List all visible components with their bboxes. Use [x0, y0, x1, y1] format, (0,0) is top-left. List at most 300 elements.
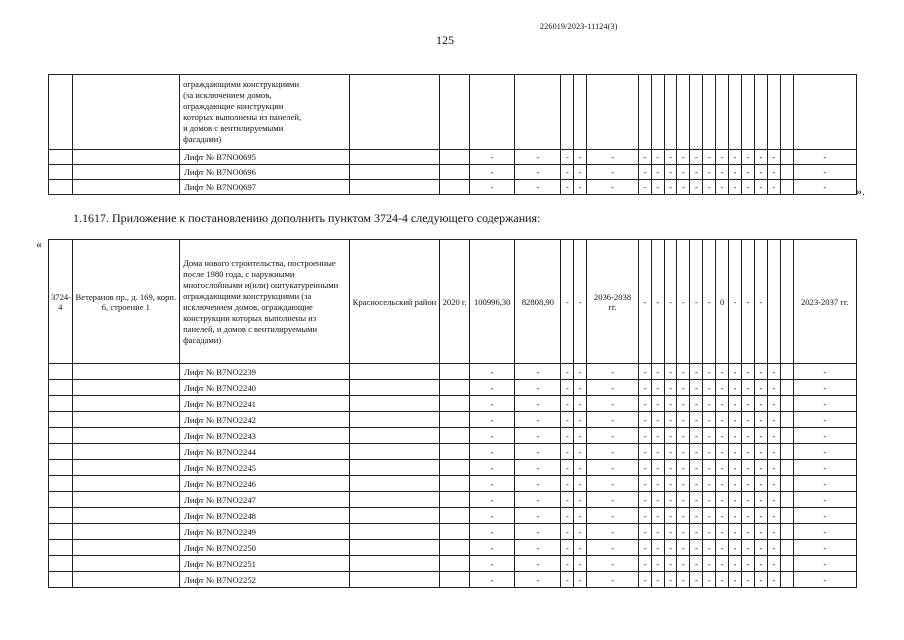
dash-cell: -: [470, 508, 515, 524]
lift-label: Лифт № B7NO2246: [180, 476, 350, 492]
empty-cell: [780, 380, 793, 396]
dash-cell: -: [651, 476, 664, 492]
dash-cell: -: [703, 556, 716, 572]
dash-cell: -: [561, 524, 574, 540]
dash-cell: -: [574, 572, 587, 588]
dash-cell: -: [729, 476, 742, 492]
dash-cell: -: [574, 524, 587, 540]
dash-cell: -: [574, 396, 587, 412]
dash-cell: -: [690, 428, 703, 444]
dash-cell: -: [561, 444, 574, 460]
dash-cell: -: [677, 508, 690, 524]
lift-row: [49, 396, 857, 412]
empty-cell: [780, 180, 793, 195]
dash-cell: -: [703, 396, 716, 412]
dash-cell: -: [574, 150, 587, 165]
dash-cell: -: [587, 396, 639, 412]
dash-cell: -: [690, 150, 703, 165]
empty-cell: [574, 75, 587, 150]
dash-cell: -: [651, 524, 664, 540]
empty-cell: [49, 524, 73, 540]
dash-cell: -: [716, 380, 729, 396]
dash-cell: -: [793, 364, 857, 380]
dash-cell: -: [703, 492, 716, 508]
dash-cell: -: [690, 180, 703, 195]
dash-cell: -: [690, 524, 703, 540]
lift-row: [49, 540, 857, 556]
year-cell: 2020 г.: [440, 240, 470, 364]
dash-cell: -: [651, 492, 664, 508]
empty-cell: [780, 165, 793, 180]
dash-cell: -: [793, 556, 857, 572]
dash-cell: -: [703, 240, 716, 364]
empty-cell: [349, 380, 439, 396]
dash-cell: -: [561, 460, 574, 476]
empty-cell: [780, 556, 793, 572]
dash-cell: -: [677, 428, 690, 444]
empty-cell: [72, 508, 179, 524]
empty-cell: [767, 240, 780, 364]
empty-cell: [780, 444, 793, 460]
dash-cell: -: [470, 364, 515, 380]
empty-cell: [349, 508, 439, 524]
dash-cell: -: [638, 150, 651, 165]
dash-cell: -: [754, 180, 767, 195]
dash-cell: -: [677, 556, 690, 572]
empty-cell: [729, 75, 742, 150]
empty-cell: [440, 165, 470, 180]
dash-cell: -: [767, 380, 780, 396]
dash-cell: -: [470, 428, 515, 444]
dash-cell: -: [767, 476, 780, 492]
dash-cell: -: [587, 150, 639, 165]
empty-cell: [49, 380, 73, 396]
dash-cell: -: [690, 540, 703, 556]
description-line: которых выполнены из панелей,: [183, 112, 302, 122]
dash-cell: -: [470, 380, 515, 396]
dash-cell: -: [716, 556, 729, 572]
dash-cell: -: [754, 150, 767, 165]
dash-cell: -: [574, 556, 587, 572]
dash-cell: -: [651, 412, 664, 428]
dash-cell: -: [729, 412, 742, 428]
dash-cell: -: [729, 380, 742, 396]
dash-cell: -: [754, 572, 767, 588]
dash-cell: -: [651, 460, 664, 476]
empty-cell: [349, 476, 439, 492]
dash-cell: -: [561, 364, 574, 380]
description-line: ограждающие конструкции: [183, 101, 284, 111]
empty-cell: [780, 428, 793, 444]
dash-cell: -: [703, 150, 716, 165]
dash-cell: -: [470, 180, 515, 195]
document-id: 226019/2023-11124(3): [540, 22, 618, 31]
dash-cell: -: [690, 556, 703, 572]
dash-cell: -: [638, 165, 651, 180]
dash-cell: -: [703, 524, 716, 540]
dash-cell: -: [587, 476, 639, 492]
dash-cell: -: [651, 556, 664, 572]
lift-row: [49, 444, 857, 460]
dash-cell: -: [754, 364, 767, 380]
dash-cell: -: [729, 364, 742, 380]
empty-cell: [72, 492, 179, 508]
dash-cell: -: [754, 428, 767, 444]
dash-cell: -: [638, 444, 651, 460]
empty-cell: [349, 412, 439, 428]
empty-cell: [703, 75, 716, 150]
empty-cell: [349, 396, 439, 412]
dash-cell: -: [515, 180, 561, 195]
dash-cell: -: [470, 540, 515, 556]
dash-cell: -: [515, 396, 561, 412]
dash-cell: -: [677, 380, 690, 396]
dash-cell: -: [754, 476, 767, 492]
dash-cell: -: [651, 165, 664, 180]
dash-cell: -: [793, 492, 857, 508]
row-number: 3724-4: [49, 240, 73, 364]
dash-cell: -: [638, 180, 651, 195]
dash-cell: -: [664, 240, 677, 364]
dash-cell: -: [651, 444, 664, 460]
empty-cell: [49, 556, 73, 572]
dash-cell: -: [767, 492, 780, 508]
dash-cell: -: [561, 180, 574, 195]
empty-cell: [515, 75, 561, 150]
lift-row: [49, 460, 857, 476]
empty-cell: [349, 75, 439, 150]
dash-cell: -: [690, 508, 703, 524]
dash-cell: -: [703, 460, 716, 476]
dash-cell: -: [561, 572, 574, 588]
dash-cell: -: [677, 364, 690, 380]
dash-cell: -: [690, 476, 703, 492]
closing-quote: ».: [856, 184, 865, 198]
dash-cell: -: [515, 412, 561, 428]
dash-cell: -: [703, 428, 716, 444]
description-line: фасадами): [183, 134, 222, 144]
dash-cell: -: [561, 396, 574, 412]
dash-cell: -: [587, 380, 639, 396]
dash-cell: -: [587, 444, 639, 460]
dash-cell: -: [741, 572, 754, 588]
empty-cell: [49, 396, 73, 412]
lift-label: Лифт № B7NO2244: [180, 444, 350, 460]
empty-cell: [780, 540, 793, 556]
dash-cell: -: [664, 444, 677, 460]
description-row: [49, 75, 857, 150]
dash-cell: -: [767, 572, 780, 588]
dash-cell: -: [690, 460, 703, 476]
dash-cell: -: [587, 165, 639, 180]
lift-row: [49, 364, 857, 380]
opening-quote: «: [36, 237, 42, 251]
empty-cell: [780, 412, 793, 428]
lift-label: Лифт № B7NO2240: [180, 380, 350, 396]
lift-row: [49, 180, 857, 195]
dash-cell: -: [515, 460, 561, 476]
dash-cell: -: [754, 240, 767, 364]
empty-cell: [780, 476, 793, 492]
dash-cell: -: [729, 508, 742, 524]
dash-cell: -: [729, 524, 742, 540]
empty-cell: [780, 524, 793, 540]
lift-label: Лифт № B7NO2239: [180, 364, 350, 380]
dash-cell: -: [703, 540, 716, 556]
dash-cell: -: [638, 412, 651, 428]
dash-cell: -: [515, 150, 561, 165]
dash-cell: -: [793, 476, 857, 492]
amendment-paragraph: 1.1617. Приложение к постановлению дополнить пунктом 3724-4 следующего содержания:: [73, 211, 541, 225]
lift-label: Лифт № B7NO2242: [180, 412, 350, 428]
dash-cell: -: [716, 492, 729, 508]
dash-cell: -: [574, 165, 587, 180]
dash-cell: -: [638, 524, 651, 540]
empty-cell: [470, 75, 515, 150]
dash-cell: -: [754, 524, 767, 540]
dash-cell: -: [716, 572, 729, 588]
empty-cell: [440, 524, 470, 540]
dash-cell: -: [729, 572, 742, 588]
empty-cell: [72, 180, 179, 195]
empty-cell: [440, 380, 470, 396]
dash-cell: -: [690, 396, 703, 412]
dash-cell: -: [767, 524, 780, 540]
dash-cell: -: [574, 492, 587, 508]
empty-cell: [349, 524, 439, 540]
dash-cell: -: [470, 412, 515, 428]
dash-cell: -: [515, 492, 561, 508]
dash-cell: -: [470, 150, 515, 165]
dash-cell: -: [716, 396, 729, 412]
dash-cell: -: [561, 540, 574, 556]
dash-cell: -: [729, 180, 742, 195]
dash-cell: -: [741, 180, 754, 195]
lift-label: Лифт № B7NO0696: [180, 165, 350, 180]
empty-cell: [651, 75, 664, 150]
dash-cell: -: [587, 180, 639, 195]
dash-cell: -: [767, 364, 780, 380]
dash-cell: -: [703, 444, 716, 460]
lift-label: Лифт № B7NO0695: [180, 150, 350, 165]
empty-cell: [349, 556, 439, 572]
empty-cell: [72, 396, 179, 412]
empty-cell: [72, 524, 179, 540]
dash-cell: -: [677, 476, 690, 492]
dash-cell: -: [767, 428, 780, 444]
dash-cell: -: [651, 428, 664, 444]
dash-cell: -: [470, 524, 515, 540]
empty-cell: [561, 75, 574, 150]
dash-cell: -: [515, 165, 561, 180]
empty-cell: [440, 396, 470, 412]
dash-cell: -: [651, 180, 664, 195]
empty-cell: [49, 180, 73, 195]
dash-cell: -: [729, 556, 742, 572]
dash-cell: -: [561, 412, 574, 428]
dash-cell: -: [470, 396, 515, 412]
dash-cell: -: [716, 476, 729, 492]
dash-cell: -: [515, 572, 561, 588]
empty-cell: [690, 75, 703, 150]
dash-cell: -: [587, 572, 639, 588]
dash-cell: -: [716, 165, 729, 180]
dash-cell: -: [754, 165, 767, 180]
dash-cell: -: [754, 380, 767, 396]
dash-cell: -: [515, 524, 561, 540]
dash-cell: -: [561, 492, 574, 508]
dash-cell: -: [664, 492, 677, 508]
empty-cell: [664, 75, 677, 150]
dash-cell: -: [664, 364, 677, 380]
dash-cell: -: [754, 460, 767, 476]
dash-cell: -: [741, 165, 754, 180]
dash-cell: -: [561, 240, 574, 364]
lift-label: Лифт № B7NO0697: [180, 180, 350, 195]
dash-cell: -: [574, 380, 587, 396]
dash-cell: -: [754, 396, 767, 412]
empty-cell: [49, 508, 73, 524]
dash-cell: -: [470, 556, 515, 572]
empty-cell: [349, 364, 439, 380]
dash-cell: -: [515, 540, 561, 556]
dash-cell: -: [515, 364, 561, 380]
dash-cell: -: [664, 150, 677, 165]
empty-cell: [72, 572, 179, 588]
empty-cell: [349, 492, 439, 508]
empty-cell: [440, 492, 470, 508]
period2-cell: 2023-2037 гг.: [793, 240, 857, 364]
dash-cell: -: [638, 492, 651, 508]
dash-cell: -: [587, 460, 639, 476]
empty-cell: [780, 492, 793, 508]
dash-cell: -: [470, 444, 515, 460]
empty-cell: [72, 75, 179, 150]
dash-cell: -: [574, 180, 587, 195]
value2-cell: 82808,90: [515, 240, 561, 364]
dash-cell: -: [638, 556, 651, 572]
empty-cell: [440, 572, 470, 588]
dash-cell: -: [741, 240, 754, 364]
lift-label: Лифт № B7NO2245: [180, 460, 350, 476]
dash-cell: -: [741, 428, 754, 444]
dash-cell: -: [767, 540, 780, 556]
dash-cell: -: [716, 428, 729, 444]
dash-cell: -: [638, 540, 651, 556]
dash-cell: -: [716, 150, 729, 165]
dash-cell: -: [767, 444, 780, 460]
empty-cell: [349, 165, 439, 180]
dash-cell: -: [587, 364, 639, 380]
dash-cell: -: [754, 556, 767, 572]
dash-cell: -: [677, 492, 690, 508]
value1-cell: 100996,30: [470, 240, 515, 364]
dash-cell: -: [561, 476, 574, 492]
dash-cell: -: [587, 524, 639, 540]
dash-cell: -: [741, 412, 754, 428]
lift-row: [49, 556, 857, 572]
dash-cell: -: [716, 524, 729, 540]
empty-cell: [49, 428, 73, 444]
empty-cell: [72, 444, 179, 460]
empty-cell: [72, 150, 179, 165]
empty-cell: [49, 412, 73, 428]
dash-cell: -: [793, 380, 857, 396]
dash-cell: -: [690, 240, 703, 364]
dash-cell: -: [587, 508, 639, 524]
lift-label: Лифт № B7NO2241: [180, 396, 350, 412]
empty-cell: [440, 556, 470, 572]
dash-cell: -: [638, 428, 651, 444]
lift-row: [49, 150, 857, 165]
lift-label: Лифт № B7NO2247: [180, 492, 350, 508]
empty-cell: [72, 412, 179, 428]
empty-cell: [440, 460, 470, 476]
dash-cell: -: [793, 524, 857, 540]
description-cell: [180, 75, 350, 150]
dash-cell: -: [587, 412, 639, 428]
dash-cell: -: [729, 540, 742, 556]
empty-cell: [780, 508, 793, 524]
dash-cell: -: [793, 508, 857, 524]
dash-cell: -: [716, 460, 729, 476]
empty-cell: [349, 428, 439, 444]
dash-cell: -: [677, 180, 690, 195]
dash-cell: -: [574, 540, 587, 556]
dash-cell: -: [690, 165, 703, 180]
dash-cell: -: [767, 508, 780, 524]
empty-cell: [72, 476, 179, 492]
dash-cell: -: [690, 572, 703, 588]
dash-cell: -: [754, 412, 767, 428]
dash-cell: -: [664, 165, 677, 180]
dash-cell: -: [741, 524, 754, 540]
dash-cell: -: [587, 428, 639, 444]
dash-cell: -: [470, 476, 515, 492]
main-table: [48, 239, 857, 588]
dash-cell: -: [638, 240, 651, 364]
dash-cell: -: [703, 476, 716, 492]
dash-cell: -: [587, 540, 639, 556]
zero-cell: 0: [716, 240, 729, 364]
empty-cell: [440, 150, 470, 165]
dash-cell: -: [664, 540, 677, 556]
lift-label: Лифт № B7NO2243: [180, 428, 350, 444]
dash-cell: -: [690, 412, 703, 428]
dash-cell: -: [664, 572, 677, 588]
dash-cell: -: [741, 460, 754, 476]
dash-cell: -: [515, 444, 561, 460]
dash-cell: -: [703, 364, 716, 380]
dash-cell: -: [767, 150, 780, 165]
dash-cell: -: [716, 412, 729, 428]
dash-cell: -: [664, 380, 677, 396]
description-line: (за исключением домов,: [183, 90, 272, 100]
dash-cell: -: [703, 412, 716, 428]
dash-cell: -: [664, 524, 677, 540]
empty-cell: [780, 572, 793, 588]
lift-label: Лифт № B7NO2251: [180, 556, 350, 572]
dash-cell: -: [690, 380, 703, 396]
empty-cell: [677, 75, 690, 150]
empty-cell: [49, 540, 73, 556]
dash-cell: -: [638, 572, 651, 588]
dash-cell: -: [638, 460, 651, 476]
dash-cell: -: [677, 460, 690, 476]
empty-cell: [440, 444, 470, 460]
dash-cell: -: [767, 412, 780, 428]
empty-cell: [49, 75, 73, 150]
